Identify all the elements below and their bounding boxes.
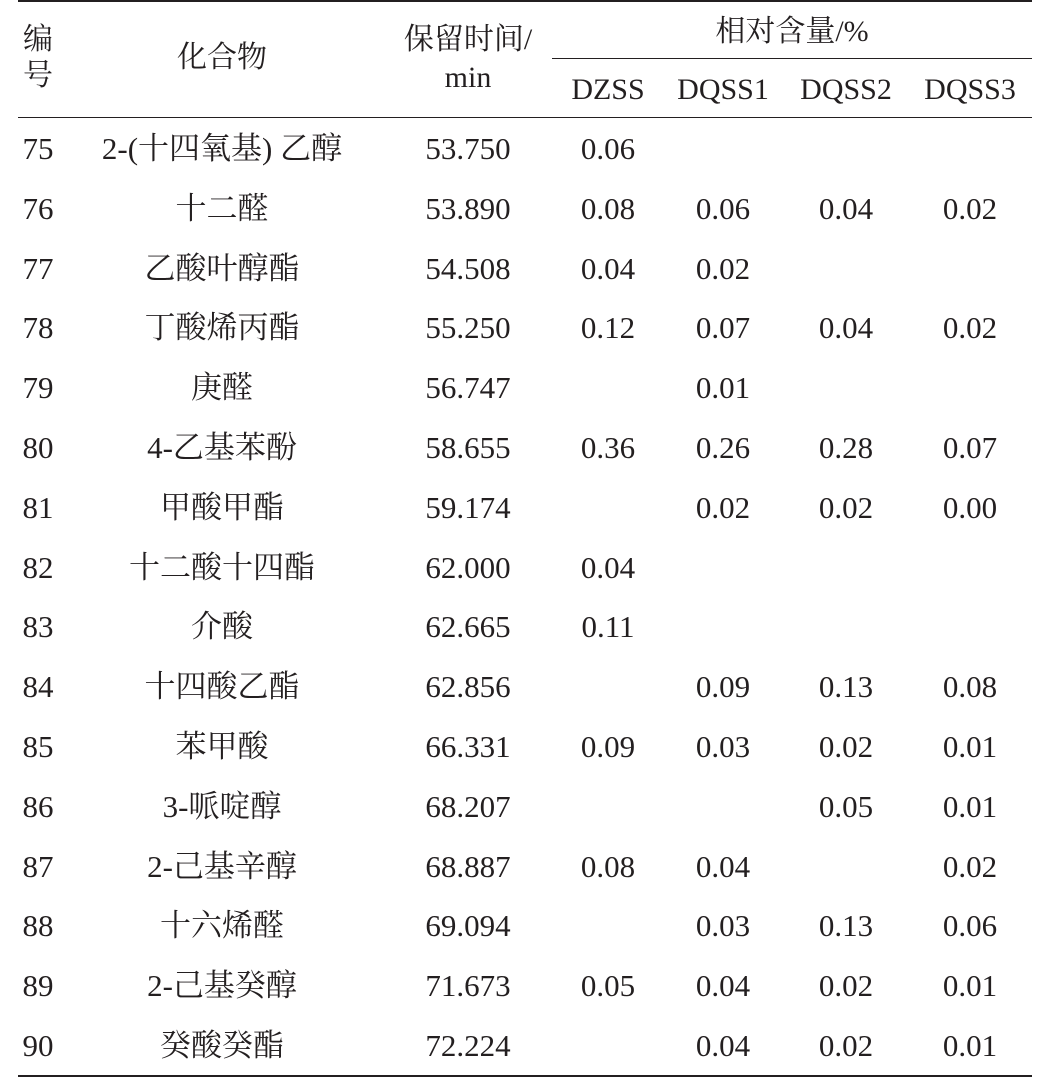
cell-dzss: 0.11 — [581, 609, 635, 645]
cell-dzss: 0.08 — [580, 190, 636, 226]
cell-retention-time: 62.665 — [425, 609, 511, 645]
cell-no: 86 — [22, 788, 54, 824]
cell-dqss3: 0.02 — [942, 848, 998, 884]
cell-dqss1: 0.04 — [695, 848, 751, 884]
header-no-line2: 号 — [23, 59, 53, 92]
cell-compound: 4-乙基苯酚 — [147, 430, 297, 465]
cell-compound: 庚醛 — [191, 370, 253, 406]
header-sample-dqss2: DQSS2 — [800, 73, 892, 106]
cell-compound: 癸酸癸酯 — [160, 1028, 284, 1063]
cell-no: 84 — [22, 669, 54, 705]
table-row — [0, 418, 1044, 478]
table-row — [0, 597, 1044, 657]
table-row — [0, 896, 1044, 956]
cell-dqss1: 0.07 — [695, 310, 751, 346]
table-row — [0, 179, 1044, 239]
cell-compound: 十四酸乙酯 — [144, 669, 300, 705]
table-row — [0, 538, 1044, 598]
cell-dqss3: 0.00 — [942, 489, 998, 525]
cell-dqss1: 0.03 — [695, 908, 751, 944]
cell-dzss: 0.06 — [580, 131, 636, 166]
cell-compound: 苯甲酸 — [175, 729, 269, 764]
cell-no: 83 — [22, 609, 54, 645]
cell-dqss3: 0.07 — [942, 430, 998, 465]
header-no-line1: 编 — [23, 23, 53, 56]
table-row — [0, 119, 1044, 179]
cell-dqss2: 0.02 — [818, 968, 874, 1004]
cell-dzss: 0.05 — [580, 968, 636, 1004]
cell-dzss: 0.36 — [580, 430, 636, 465]
cell-retention-time: 68.207 — [425, 788, 511, 824]
cell-no: 82 — [22, 549, 54, 585]
cell-dqss3: 0.01 — [942, 788, 998, 824]
cell-dqss3: 0.01 — [942, 968, 998, 1004]
cell-no: 89 — [22, 968, 54, 1004]
table-row — [0, 1016, 1044, 1076]
table-row — [0, 298, 1044, 358]
header-sample-dzss: DZSS — [571, 73, 645, 106]
cell-dqss1: 0.02 — [695, 250, 751, 286]
cell-dqss3: 0.01 — [942, 729, 998, 764]
table-row — [0, 837, 1044, 897]
cell-no: 85 — [22, 729, 54, 764]
cell-retention-time: 59.174 — [425, 489, 511, 525]
cell-dqss3: 0.08 — [942, 669, 998, 705]
cell-compound: 介酸 — [191, 609, 253, 645]
cell-compound: 丁酸烯丙酯 — [144, 310, 300, 346]
cell-no: 78 — [22, 310, 54, 346]
cell-compound: 乙酸叶醇酯 — [144, 250, 300, 286]
table-row — [0, 956, 1044, 1016]
cell-retention-time: 66.331 — [425, 729, 511, 764]
table-row — [0, 717, 1044, 777]
cell-no: 81 — [22, 489, 54, 525]
cell-no: 77 — [22, 250, 54, 286]
header-relative-content: 相对含量/% — [715, 15, 869, 48]
cell-dqss1: 0.03 — [695, 729, 751, 764]
cell-retention-time: 55.250 — [425, 310, 511, 346]
cell-compound: 2-己基癸醇 — [147, 968, 297, 1004]
cell-retention-time: 53.750 — [425, 131, 511, 166]
header-retention-time: 保留时间/ — [403, 23, 533, 56]
cell-no: 90 — [22, 1028, 54, 1063]
cell-dqss2: 0.02 — [818, 1028, 874, 1063]
cell-dqss2: 0.02 — [818, 729, 874, 764]
header-compound: 化合物 — [177, 41, 267, 74]
cell-compound: 3-哌啶醇 — [162, 788, 282, 824]
cell-dqss1: 0.04 — [695, 1028, 751, 1063]
header-group-rule — [552, 58, 1032, 59]
cell-no: 75 — [22, 131, 54, 166]
cell-compound: 十二醛 — [175, 190, 269, 226]
table-row — [0, 478, 1044, 538]
cell-dqss3: 0.06 — [942, 908, 998, 944]
cell-dqss1: 0.06 — [695, 190, 751, 226]
cell-retention-time: 62.856 — [425, 669, 511, 705]
cell-compound: 十六烯醛 — [160, 908, 284, 944]
header-sample-dqss1: DQSS1 — [677, 73, 769, 106]
table-row — [0, 777, 1044, 837]
table-row — [0, 657, 1044, 717]
cell-dqss2: 0.05 — [818, 788, 874, 824]
cell-dqss3: 0.01 — [942, 1028, 998, 1063]
cell-no: 87 — [22, 848, 54, 884]
cell-dzss: 0.12 — [580, 310, 636, 346]
cell-dqss1: 0.04 — [695, 968, 751, 1004]
cell-dqss3: 0.02 — [942, 190, 998, 226]
cell-no: 88 — [22, 908, 54, 944]
cell-retention-time: 54.508 — [425, 250, 511, 286]
cell-dzss: 0.04 — [580, 549, 636, 585]
cell-retention-time: 69.094 — [425, 908, 511, 944]
cell-retention-time: 68.887 — [425, 848, 511, 884]
cell-no: 80 — [22, 430, 54, 465]
header-bottom-rule — [18, 117, 1032, 118]
cell-no: 79 — [22, 370, 54, 406]
cell-retention-time: 58.655 — [425, 430, 511, 465]
cell-dqss2: 0.04 — [818, 310, 874, 346]
cell-dqss2: 0.28 — [818, 430, 874, 465]
table-top-rule — [18, 0, 1032, 2]
cell-dqss1: 0.26 — [695, 430, 751, 465]
cell-dqss2: 0.02 — [818, 489, 874, 525]
cell-dqss2: 0.04 — [818, 190, 874, 226]
cell-dzss: 0.04 — [580, 250, 636, 286]
cell-dqss1: 0.01 — [695, 370, 751, 406]
cell-retention-time: 62.000 — [425, 549, 511, 585]
header-retention-unit: min — [444, 61, 492, 94]
cell-dqss1: 0.09 — [695, 669, 751, 705]
cell-dzss: 0.08 — [580, 848, 636, 884]
header-sample-dqss3: DQSS3 — [924, 73, 1016, 106]
cell-compound: 甲酸甲酯 — [160, 489, 284, 525]
cell-retention-time: 72.224 — [425, 1028, 511, 1063]
table-row — [0, 358, 1044, 418]
cell-retention-time: 53.890 — [425, 190, 511, 226]
cell-dqss2: 0.13 — [818, 908, 874, 944]
table-row — [0, 239, 1044, 299]
cell-compound: 2-(十四氧基) 乙醇 — [101, 131, 343, 166]
cell-retention-time: 71.673 — [425, 968, 511, 1004]
cell-compound: 十二酸十四酯 — [129, 549, 315, 585]
cell-dqss1: 0.02 — [695, 489, 751, 525]
cell-compound: 2-己基辛醇 — [147, 848, 297, 884]
cell-dqss3: 0.02 — [942, 310, 998, 346]
cell-dqss2: 0.13 — [818, 669, 874, 705]
cell-no: 76 — [22, 190, 54, 226]
cell-retention-time: 56.747 — [425, 370, 511, 406]
cell-dzss: 0.09 — [580, 729, 636, 764]
